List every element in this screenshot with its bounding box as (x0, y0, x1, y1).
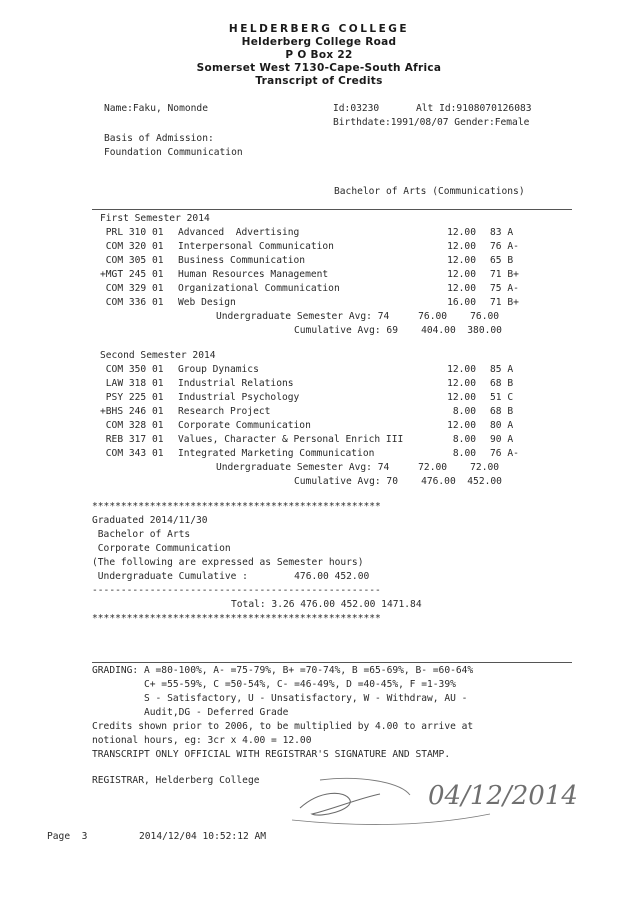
course-grade: 83 A (490, 227, 514, 238)
credits-note-line2: notional hours, eg: 3cr x 4.00 = 12.00 (92, 735, 312, 746)
semester2-title: Second Semester 2014 (100, 350, 216, 361)
course-row (90, 254, 550, 268)
course-code: PRL 310 01 (100, 227, 164, 238)
college-road: Helderberg College Road (241, 36, 397, 48)
course-credits: 12.00 (447, 420, 476, 431)
official-notice: TRANSCRIPT ONLY OFFICIAL WITH REGISTRAR'S SIGNATURE AND STAMP. (92, 749, 451, 760)
course-code: +BHS 246 01 (100, 406, 164, 417)
course-row (90, 391, 550, 405)
course-row (90, 296, 550, 310)
grading-codes-line1: S - Satisfactory, U - Unsatisfactory, W - Withdraw, AU - (92, 693, 468, 704)
course-title: Interpersonal Communication (178, 241, 334, 252)
course-credits: 8.00 (452, 448, 476, 459)
signature-date: 04/12/2014 (428, 781, 578, 811)
total-line: Total: 3.26 476.00 452.00 1471.84 (231, 599, 422, 610)
course-title: Industrial Psychology (178, 392, 300, 403)
student-alt-id: Alt Id:9108070126083 (416, 103, 532, 114)
course-code: COM 329 01 (100, 283, 164, 294)
college-address: Somerset West 7130-Cape-South Africa (196, 62, 442, 74)
course-row (90, 226, 550, 240)
course-grade: 76 A- (490, 241, 519, 252)
course-row (90, 363, 550, 377)
course-code: REB 317 01 (100, 434, 164, 445)
grading-codes-line2: Audit,DG - Deferred Grade (92, 707, 289, 718)
course-row (90, 405, 550, 419)
course-code: COM 320 01 (100, 241, 164, 252)
credits-note-line1: Credits shown prior to 2006, to be multiplied by 4.00 to arrive at (92, 721, 474, 732)
course-grade: 65 B (490, 255, 514, 266)
grading-scale-line1: GRADING: A =80-100%, A- =75-79%, B+ =70-74%, B =65-69%, B- =60-64% (92, 665, 474, 676)
course-credits: 8.00 (452, 406, 476, 417)
course-credits: 8.00 (452, 434, 476, 445)
semester1-title: First Semester 2014 (100, 213, 210, 224)
student-name: Name:Faku, Nomonde (104, 103, 208, 114)
course-credits: 12.00 (447, 378, 476, 389)
course-credits: 12.00 (447, 241, 476, 252)
college-name: HELDERBERG COLLEGE (228, 23, 410, 35)
semester1-cumulative-avg: Cumulative Avg: 69 404.00 380.00 (294, 325, 502, 336)
course-code: COM 350 01 (100, 364, 164, 375)
course-title: Human Resources Management (178, 269, 329, 280)
course-grade: 90 A (490, 434, 514, 445)
course-code: LAW 318 01 (100, 378, 164, 389)
semester1-semester-avg: Undergraduate Semester Avg: 74 76.00 76.00 (216, 311, 500, 322)
dash-divider: -------------------------------------------------- (92, 585, 381, 596)
semester2-semester-avg: Undergraduate Semester Avg: 74 72.00 72.00 (216, 462, 500, 473)
course-row (90, 377, 550, 391)
registrar-signature (290, 770, 590, 830)
course-title: Business Communication (178, 255, 306, 266)
semester2-cumulative-avg: Cumulative Avg: 70 476.00 452.00 (294, 476, 502, 487)
course-title: Advanced Advertising (178, 227, 300, 238)
document-title: Transcript of Credits (255, 75, 383, 87)
course-grade: 85 A (490, 364, 514, 375)
page-number: Page 3 (47, 831, 88, 842)
course-code: COM 328 01 (100, 420, 164, 431)
course-credits: 12.00 (447, 283, 476, 294)
course-title: Integrated Marketing Communication (178, 448, 375, 459)
hours-note: (The following are expressed as Semester hours) (92, 557, 364, 568)
student-id: Id:03230 (333, 103, 380, 114)
course-title: Corporate Communication (178, 420, 311, 431)
course-row (90, 268, 550, 282)
course-row (90, 447, 550, 461)
course-title: Values, Character & Personal Enrich III (178, 434, 404, 445)
undergraduate-cumulative: Undergraduate Cumulative : 476.00 452.00 (92, 571, 370, 582)
admission-label: Basis of Admission: (104, 133, 214, 144)
course-credits: 12.00 (447, 269, 476, 280)
course-code: +MGT 245 01 (100, 269, 164, 280)
course-code: COM 305 01 (100, 255, 164, 266)
course-grade: 71 B+ (490, 269, 519, 280)
course-title: Industrial Relations (178, 378, 294, 389)
degree: Bachelor of Arts (92, 529, 191, 540)
top-divider (92, 209, 572, 210)
course-grade: 51 C (490, 392, 514, 403)
course-credits: 12.00 (447, 392, 476, 403)
grading-divider (92, 662, 572, 663)
course-grade: 76 A- (490, 448, 519, 459)
course-title: Research Project (178, 406, 271, 417)
course-row (90, 433, 550, 447)
course-title: Group Dynamics (178, 364, 259, 375)
po-box: P O Box 22 (285, 49, 353, 61)
course-title: Web Design (178, 297, 236, 308)
course-title: Organizational Communication (178, 283, 340, 294)
course-credits: 12.00 (447, 364, 476, 375)
admission-value: Foundation Communication (104, 147, 243, 158)
student-birthdate-gender: Birthdate:1991/08/07 Gender:Female (333, 117, 530, 128)
course-grade: 71 B+ (490, 297, 519, 308)
grading-scale-line2: C+ =55-59%, C =50-54%, C- =46-49%, D =40-45%, F =1-39% (92, 679, 456, 690)
course-row (90, 240, 550, 254)
program-title: Bachelor of Arts (Communications) (334, 186, 525, 197)
major: Corporate Communication (92, 543, 231, 554)
registrar-label: REGISTRAR, Helderberg College (92, 775, 260, 786)
graduated-date: Graduated 2014/11/30 (92, 515, 208, 526)
course-grade: 75 A- (490, 283, 519, 294)
course-code: PSY 225 01 (100, 392, 164, 403)
course-credits: 16.00 (447, 297, 476, 308)
course-grade: 80 A (490, 420, 514, 431)
stars-divider-bottom: ************************************************** (92, 613, 381, 624)
course-row (90, 419, 550, 433)
stars-divider: ************************************************** (92, 501, 381, 512)
course-row (90, 282, 550, 296)
print-timestamp: 2014/12/04 10:52:12 AM (139, 831, 267, 842)
course-code: COM 336 01 (100, 297, 164, 308)
course-credits: 12.00 (447, 255, 476, 266)
course-code: COM 343 01 (100, 448, 164, 459)
course-credits: 12.00 (447, 227, 476, 238)
course-grade: 68 B (490, 406, 514, 417)
course-grade: 68 B (490, 378, 514, 389)
